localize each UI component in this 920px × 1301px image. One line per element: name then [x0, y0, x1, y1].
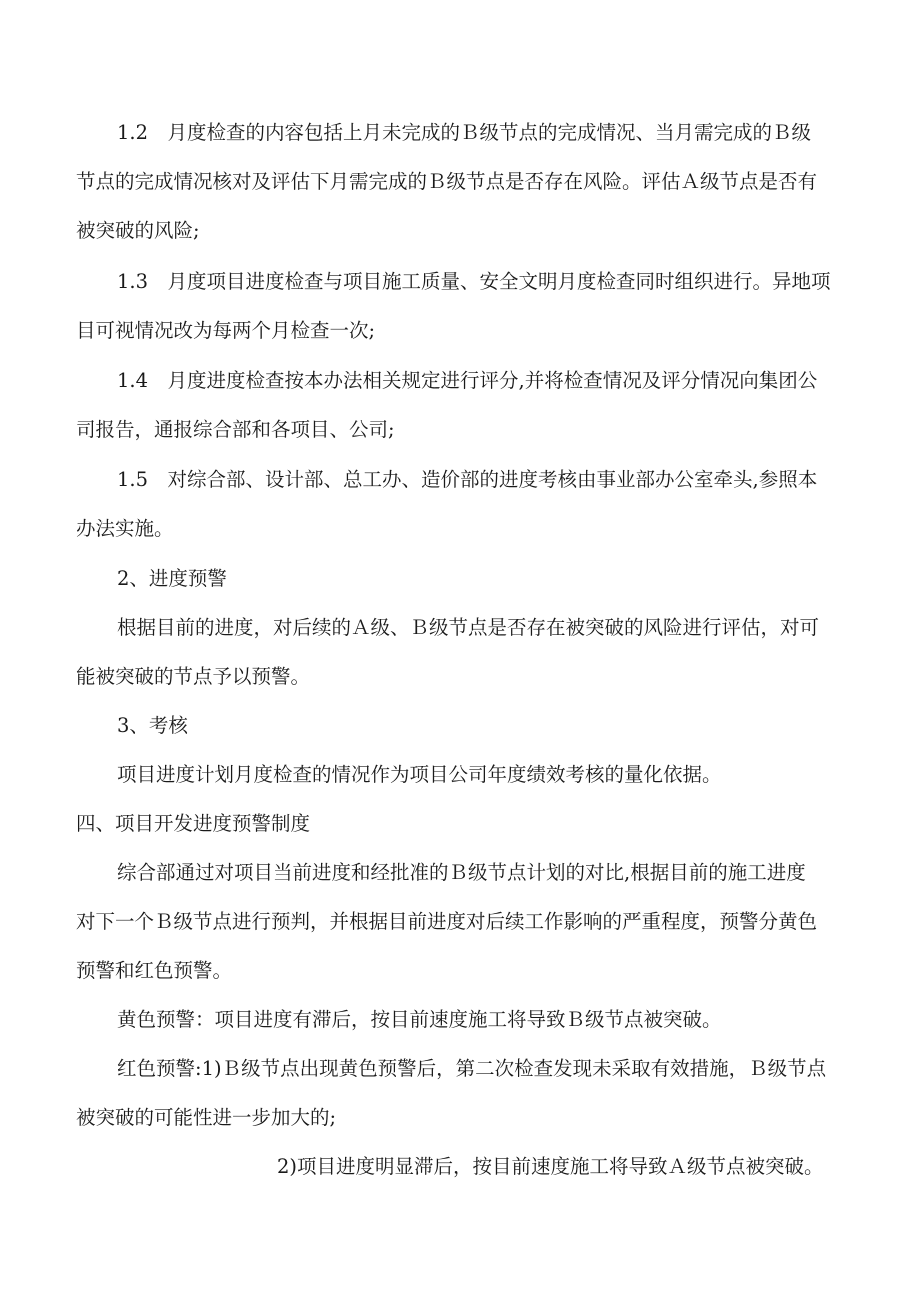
para-red-warning-item-2: 2)项目进度明显滞后，按目前速度施工将导致Ａ级节点被突破。 — [277, 1155, 824, 1178]
heading-progress-warning: 2、进度预警 — [117, 567, 227, 590]
para-1-5-line-1: 1.5 对综合部、设计部、总工办、造价部的进度考核由事业部办公室牵头,参照本 — [117, 468, 818, 491]
para-yellow-warning: 黄色预警：项目进度有滞后，按目前速度施工将导致Ｂ级节点被突破。 — [117, 1008, 722, 1031]
para-1-2-line-1: 1.2 月度检查的内容包括上月未完成的Ｂ级节点的完成情况、当月需完成的Ｂ级 — [117, 121, 812, 144]
para-section-4-line-3: 预警和红色预警。 — [76, 959, 233, 982]
para-1-3-line-1: 1.3 月度项目进度检查与项目施工质量、安全文明月度检查同时组织进行。异地项 — [117, 270, 831, 293]
para-1-3-line-2: 目可视情况改为每两个月检查一次; — [76, 319, 376, 342]
para-warning-line-1: 根据目前的进度，对后续的Ａ级、Ｂ级节点是否存在被突破的风险进行评估，对可 — [117, 616, 820, 639]
para-1-4-line-2: 司报告，通报综合部和各项目、公司; — [76, 418, 395, 441]
para-1-4-line-1: 1.4 月度进度检查按本办法相关规定进行评分,并将检查情况及评分情况向集团公 — [117, 369, 818, 392]
para-1-2-line-3: 被突破的风险; — [76, 219, 200, 242]
para-1-2-line-2: 节点的完成情况核对及评估下月需完成的Ｂ级节点是否存在风险。评估Ａ级节点是否有 — [76, 170, 818, 193]
para-section-4-line-1: 综合部通过对项目当前进度和经批准的Ｂ级节点计划的对比,根据目前的施工进度 — [117, 861, 806, 884]
para-warning-line-2: 能被突破的节点予以预警。 — [76, 665, 311, 688]
heading-assessment: 3、考核 — [117, 714, 188, 737]
section-heading-4: 四、项目开发进度预警制度 — [76, 812, 311, 835]
para-assessment: 项目进度计划月度检查的情况作为项目公司年度绩效考核的量化依据。 — [117, 763, 722, 786]
para-red-warning-line-2: 被突破的可能性进一步加大的; — [76, 1106, 337, 1129]
para-1-5-line-2: 办法实施。 — [76, 517, 174, 540]
para-section-4-line-2: 对下一个Ｂ级节点进行预判，并根据目前进度对后续工作影响的严重程度，预警分黄色 — [76, 910, 818, 933]
para-red-warning-line-1: 红色预警:1)Ｂ级节点出现黄色预警后，第二次检查发现未采取有效措施，Ｂ级节点 — [117, 1057, 827, 1080]
